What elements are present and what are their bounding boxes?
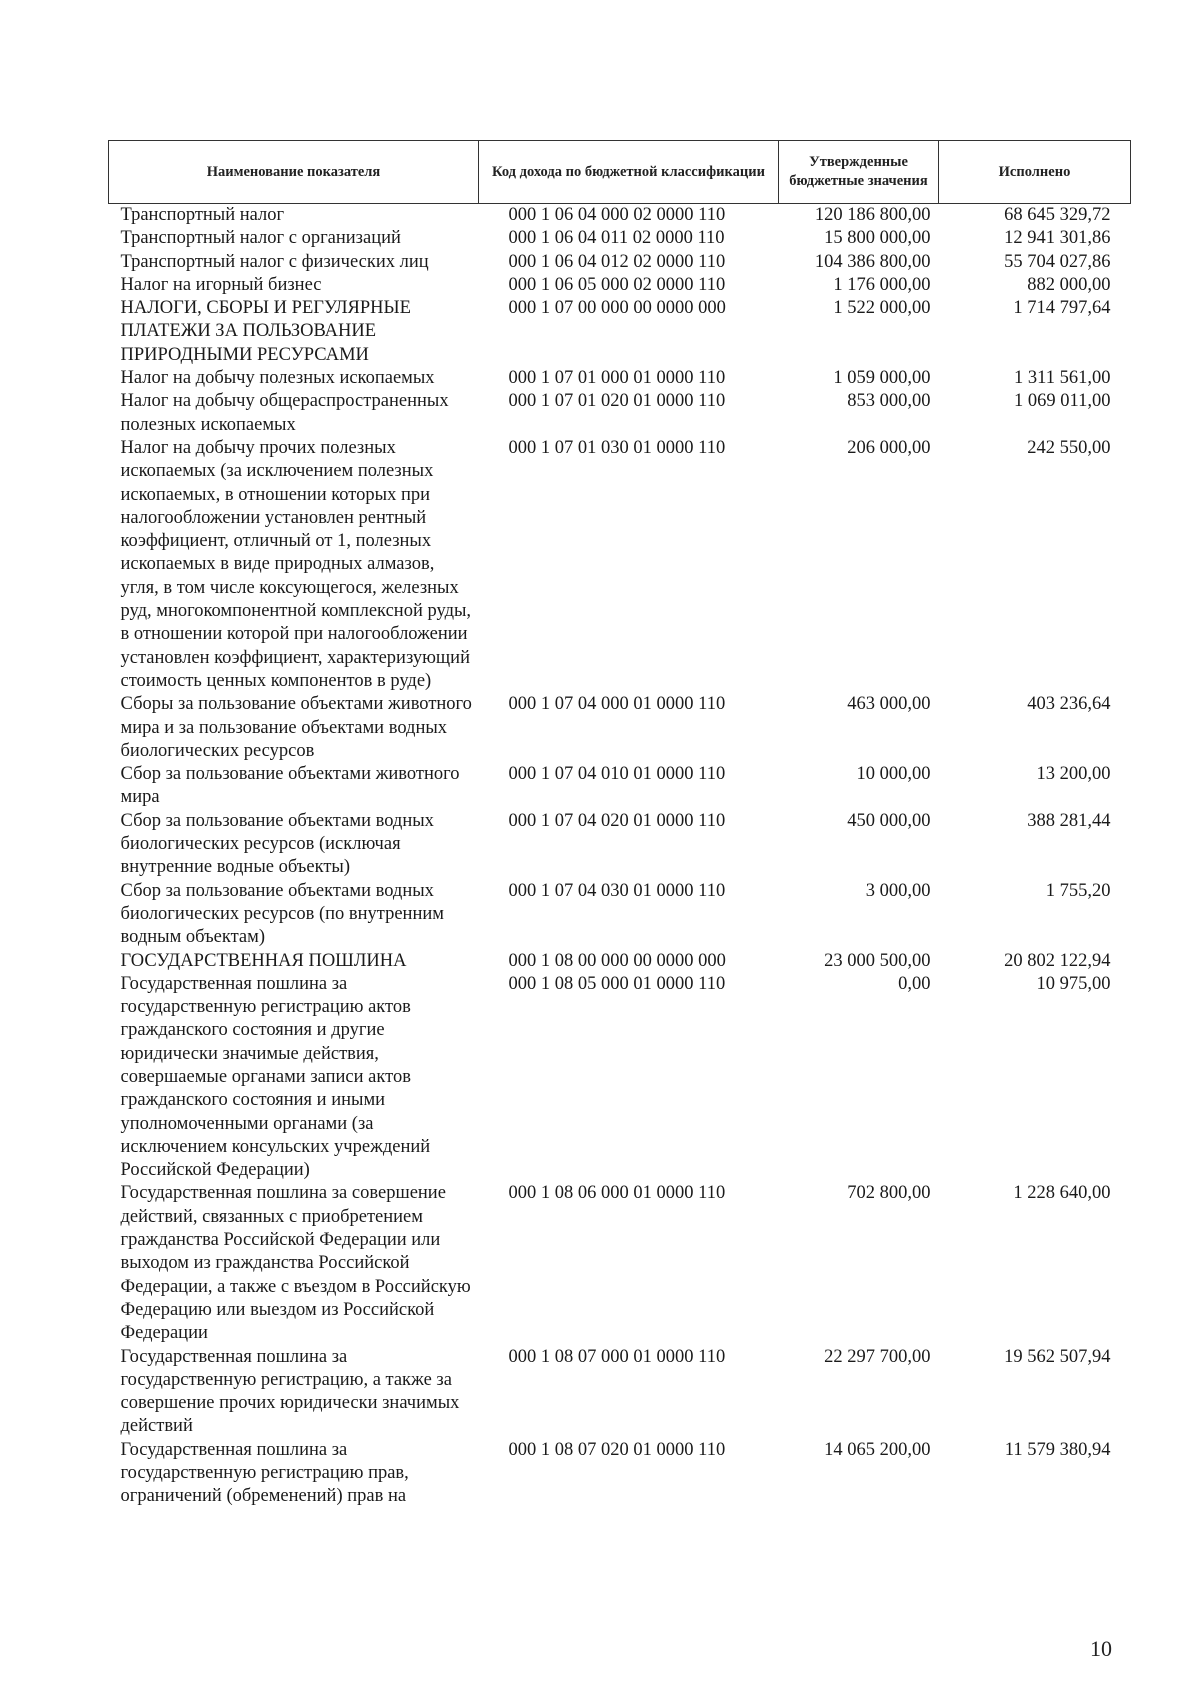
row-name: Налог на добычу прочих полезных ископаемых (за исключением полезных ископаемых, в отношении которых при налогообложении установлен рентный коэффициент, отличный от 1, полезных ископаемых в виде природных алмазов, угля, в том числе коксующегося, железных руд, многокомпонентной комплексной руды, в отношении которой при налогообложении установлен коэффициент, характеризующий стоимость ценных компонентов в руде) [120, 437, 472, 691]
row-planned: 14 065 200,00 [824, 1439, 931, 1460]
row-executed: 1 228 640,00 [1013, 1183, 1111, 1204]
row-planned: 1 522 000,00 [833, 298, 931, 319]
table-row [109, 950, 1131, 973]
row-executed: 68 645 329,72 [1004, 205, 1111, 225]
row-code: 000 1 08 06 000 01 0000 110 [508, 1183, 726, 1204]
row-executed: 10 975,00 [1036, 973, 1111, 994]
table-row [109, 693, 1131, 763]
row-name: Государственная пошлина за государственную регистрацию прав, ограничений (обременений) прав на [120, 1439, 409, 1507]
row-code: 000 1 07 04 020 01 0000 110 [508, 810, 726, 831]
row-planned: 702 800,00 [847, 1183, 931, 1204]
row-code: 000 1 06 05 000 02 0000 110 [508, 274, 726, 295]
table-row [109, 390, 1131, 437]
row-name: Налог на добычу общераспространенных полезных ископаемых [120, 391, 449, 435]
row-executed: 13 200,00 [1036, 764, 1111, 785]
row-code: 000 1 08 05 000 01 0000 110 [508, 973, 726, 994]
row-code: 000 1 08 00 000 00 0000 000 [508, 950, 726, 971]
table-row [109, 763, 1131, 810]
row-code: 000 1 07 01 020 01 0000 110 [508, 391, 726, 412]
row-planned: 104 386 800,00 [814, 251, 931, 272]
row-executed: 1 714 797,64 [1013, 298, 1111, 319]
table-row [109, 204, 1131, 228]
table-header [109, 141, 1131, 204]
table-row [109, 251, 1131, 274]
row-name: Транспортный налог [120, 205, 285, 225]
header-code: Код дохода по бюджетной классификации [479, 141, 779, 204]
row-executed: 1 311 561,00 [1014, 368, 1111, 389]
table-row [109, 1182, 1131, 1345]
row-name: Государственная пошлина за совершение действий, связанных с приобретением гражданства Российской Федерации или выходом из гражданства Российской Федерации, а также с въездом в Российскую Федерацию или выездом из Российской Федерации [120, 1183, 471, 1344]
table-body [109, 204, 1131, 1509]
row-name: НАЛОГИ, СБОРЫ И РЕГУЛЯРНЫЕ ПЛАТЕЖИ ЗА ПОЛЬЗОВАНИЕ ПРИРОДНЫМИ РЕСУРСАМИ [120, 298, 411, 365]
row-code: 000 1 07 00 000 00 0000 000 [508, 298, 726, 319]
row-name: Налог на игорный бизнес [120, 274, 322, 295]
row-planned: 0,00 [898, 973, 931, 994]
row-executed: 20 802 122,94 [1004, 950, 1111, 971]
table-row [109, 810, 1131, 880]
row-name: Сбор за пользование объектами животного мира [120, 764, 460, 808]
row-code: 000 1 06 04 012 02 0000 110 [508, 251, 726, 272]
row-planned: 3 000,00 [865, 880, 931, 901]
table-row [109, 973, 1131, 1183]
table-row [109, 880, 1131, 950]
table-row [109, 1439, 1131, 1509]
row-executed: 1 069 011,00 [1014, 391, 1111, 412]
row-executed: 403 236,64 [1027, 694, 1111, 715]
row-name: ГОСУДАРСТВЕННАЯ ПОШЛИНА [120, 950, 407, 971]
row-executed: 19 562 507,94 [1004, 1346, 1111, 1367]
table-row [109, 367, 1131, 390]
row-code: 000 1 07 04 030 01 0000 110 [508, 880, 726, 901]
row-code: 000 1 08 07 000 01 0000 110 [508, 1346, 726, 1367]
row-planned: 15 800 000,00 [824, 228, 931, 249]
row-planned: 853 000,00 [847, 391, 931, 412]
row-planned: 206 000,00 [847, 437, 931, 458]
row-name: Транспортный налог с организаций [120, 228, 401, 249]
row-code: 000 1 07 01 000 01 0000 110 [508, 368, 726, 389]
row-name: Государственная пошлина за государственную регистрацию, а также за совершение прочих юридически значимых действий [120, 1346, 460, 1437]
row-planned: 22 297 700,00 [824, 1346, 931, 1367]
row-code: 000 1 07 04 000 01 0000 110 [508, 694, 726, 715]
row-planned: 10 000,00 [856, 764, 931, 785]
row-name: Сборы за пользование объектами животного мира и за пользование объектами водных биологических ресурсов [120, 694, 472, 761]
row-name: Государственная пошлина за государственную регистрацию актов гражданского состояния и другие юридически значимые действия, совершаемые органами записи актов гражданского состояния и иными уполномоченными органами (за исключением консульских учреждений Российской Федерации) [120, 973, 431, 1181]
budget-revenue-table [108, 140, 1131, 1509]
row-name: Налог на добычу полезных ископаемых [120, 368, 435, 389]
header-executed: Исполнено [939, 141, 1131, 204]
table-row [109, 1346, 1131, 1439]
row-executed: 242 550,00 [1027, 437, 1111, 458]
row-name: Сбор за пользование объектами водных биологических ресурсов (исключая внутренние водные объекты) [120, 810, 434, 878]
row-planned: 23 000 500,00 [824, 950, 931, 971]
row-executed: 12 941 301,86 [1004, 228, 1111, 249]
row-planned: 1 059 000,00 [833, 368, 931, 389]
row-planned: 1 176 000,00 [833, 274, 931, 295]
row-code: 000 1 07 04 010 01 0000 110 [508, 764, 726, 785]
page-number: 10 [1090, 1636, 1112, 1661]
header-name: Наименование показателя [109, 141, 479, 204]
row-executed: 55 704 027,86 [1004, 251, 1111, 272]
row-executed: 1 755,20 [1045, 880, 1111, 901]
row-executed: 388 281,44 [1027, 810, 1111, 831]
row-code: 000 1 07 01 030 01 0000 110 [508, 437, 726, 458]
row-planned: 450 000,00 [847, 810, 931, 831]
row-executed: 882 000,00 [1027, 274, 1111, 295]
header-planned: Утвержденные бюджетные значения [779, 141, 939, 204]
row-name: Транспортный налог с физических лиц [120, 251, 429, 272]
table-row [109, 437, 1131, 693]
table-row [109, 227, 1131, 250]
row-code: 000 1 06 04 011 02 0000 110 [508, 228, 725, 249]
table-row [109, 297, 1131, 367]
row-code: 000 1 08 07 020 01 0000 110 [508, 1439, 726, 1460]
row-planned: 463 000,00 [847, 694, 931, 715]
row-executed: 11 579 380,94 [1004, 1439, 1111, 1460]
row-code: 000 1 06 04 000 02 0000 110 [508, 205, 726, 225]
row-planned: 120 186 800,00 [814, 205, 931, 225]
table-row [109, 274, 1131, 297]
row-name: Сбор за пользование объектами водных биологических ресурсов (по внутренним водным объектам) [120, 880, 444, 948]
